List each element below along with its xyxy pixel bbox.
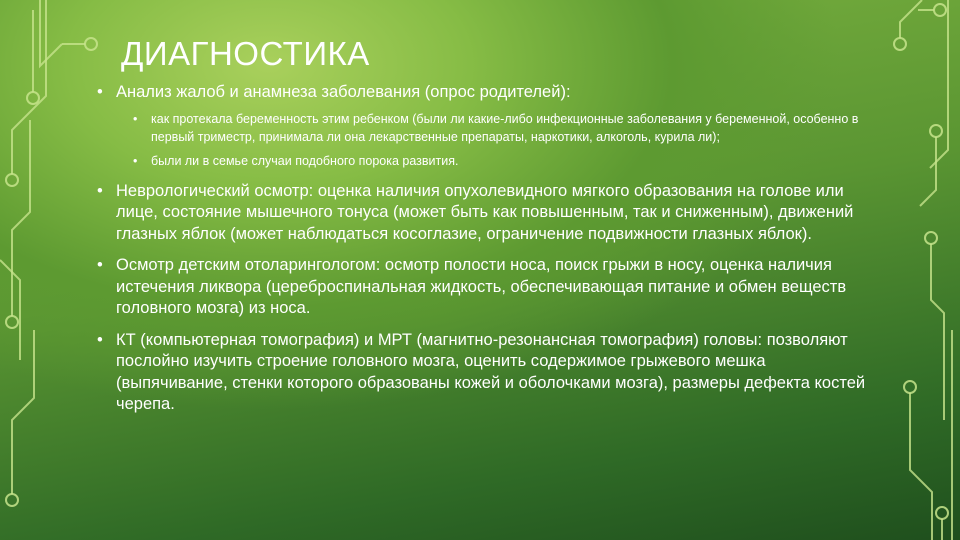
page-title: ДИАГНОСТИКА	[121, 35, 370, 72]
bullet-anamnesis: • Анализ жалоб и анамнеза заболевания (опрос родителей):	[95, 82, 875, 104]
bullet-neurology: • Неврологический осмотр: оценка наличия опухолевидного мягкого образования на голове или лице, состояние мышечного тонуса (может быть как повышенным, так и сниженным), движений глазных яблок (может наблюдаться косоглазие, ограничение подвижности глазных яблок).	[95, 181, 875, 246]
sub-bullet-pregnancy: • как протекала беременность этим ребенком (были ли какие-либо инфекционные заболевания у беременной, особенно в первый триместр, принимала ли она лекарственные препараты, наркотики, алкоголь, курила ли);	[131, 110, 875, 146]
bullet-ct-mri: • КТ (компьютерная томография) и МРТ (магнитно-резонансная томография) головы: позволяют послойно изучить строение головного мозга, оценить содержимое грыжевого мешка (выпячивание, стенки которого образованы кожей и оболочками мозга), размеры дефекта костей черепа.	[95, 330, 875, 416]
slide-content	[95, 82, 875, 416]
bullet-ent-exam: • Осмотр детским отоларингологом: осмотр полости носа, поиск грыжи в носу, оценка наличия истечения ликвора (цереброспинальная жидкость, обеспечивающая питание и обмен веществ головного мозга) из носа.	[95, 255, 875, 320]
sub-bullet-family: • были ли в семье случаи подобного порока развития.	[131, 152, 875, 170]
